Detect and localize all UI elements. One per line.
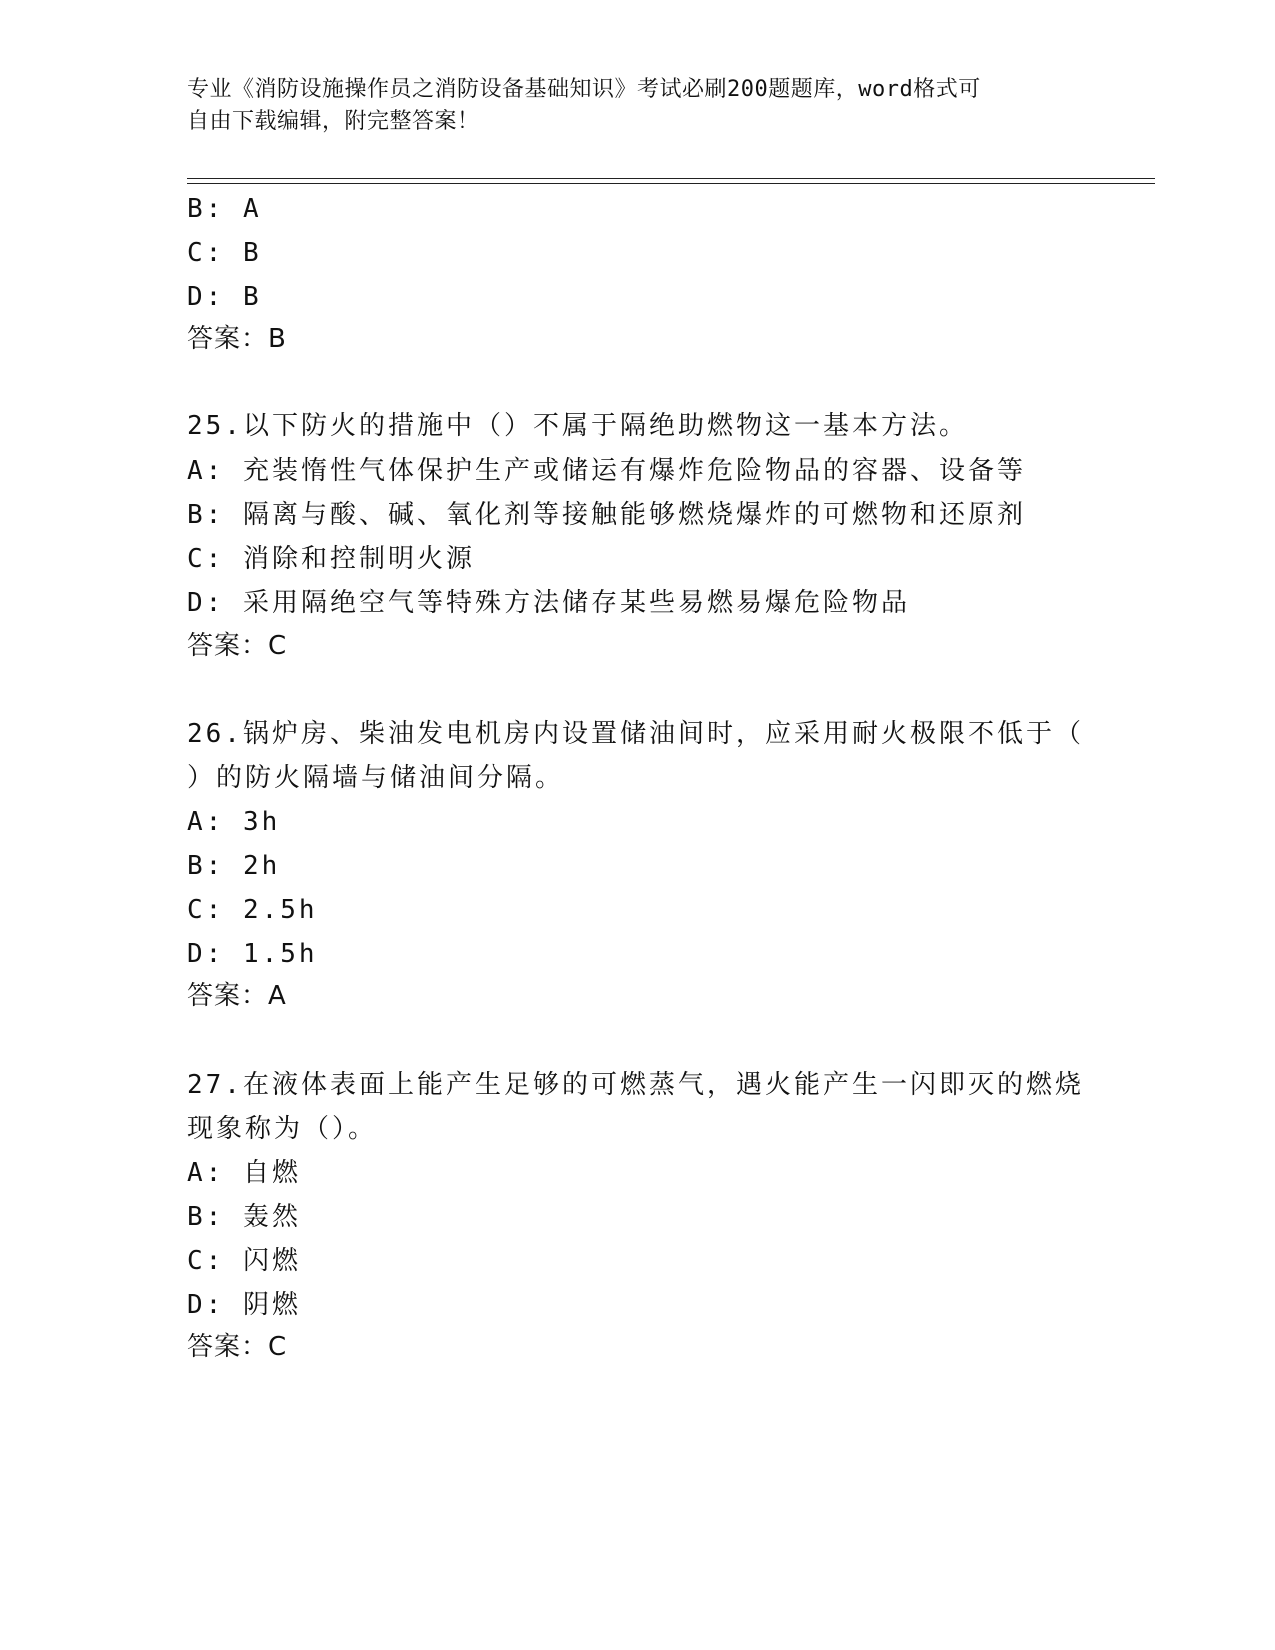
prev-option-b: B: A — [187, 194, 262, 224]
header-divider-bottom — [187, 183, 1155, 184]
header-line-2: 自由下载编辑，附完整答案！ — [187, 109, 480, 134]
prev-answer: 答案：B — [187, 324, 287, 354]
q25-option-b: B: 隔离与酸、碱、氧化剂等接触能够燃烧爆炸的可燃物和还原剂 — [187, 500, 1026, 530]
q27-option-a: A: 自燃 — [187, 1158, 301, 1188]
q25-option-a: A: 充装惰性气体保护生产或储运有爆炸危险物品的容器、设备等 — [187, 456, 1026, 486]
q26-option-d: D: 1.5h — [187, 939, 318, 969]
q26-text-line-1: 26.锅炉房、柴油发电机房内设置储油间时，应采用耐火极限不低于（ — [187, 719, 1084, 749]
header-divider-top — [187, 178, 1155, 179]
q27-answer: 答案：C — [187, 1332, 288, 1362]
q27-option-d: D: 阴燃 — [187, 1290, 301, 1320]
q25-answer: 答案：C — [187, 631, 288, 661]
q26-text-line-2: ）的防火隔墙与储油间分隔。 — [187, 763, 565, 793]
q26-option-c: C: 2.5h — [187, 895, 318, 925]
header-line-1: 专业《消防设施操作员之消防设备基础知识》考试必刷200题题库，word格式可 — [187, 77, 981, 102]
prev-option-d: D: B — [187, 282, 262, 312]
q27-option-c: C: 闪燃 — [187, 1246, 301, 1276]
q26-option-b: B: 2h — [187, 851, 281, 881]
q26-option-a: A: 3h — [187, 807, 281, 837]
q27-option-b: B: 轰然 — [187, 1202, 301, 1232]
q27-text-line-2: 现象称为（）。 — [187, 1114, 378, 1144]
q25-option-d: D: 采用隔绝空气等特殊方法储存某些易燃易爆危险物品 — [187, 588, 910, 618]
q25-option-c: C: 消除和控制明火源 — [187, 544, 475, 574]
q26-answer: 答案：A — [187, 981, 287, 1011]
q25-text: 25.以下防火的措施中（）不属于隔绝助燃物这一基本方法。 — [187, 411, 968, 441]
prev-option-c: C: B — [187, 238, 262, 268]
q27-text-line-1: 27.在液体表面上能产生足够的可燃蒸气，遇火能产生一闪即灭的燃烧 — [187, 1070, 1084, 1100]
document-header — [187, 74, 1087, 138]
